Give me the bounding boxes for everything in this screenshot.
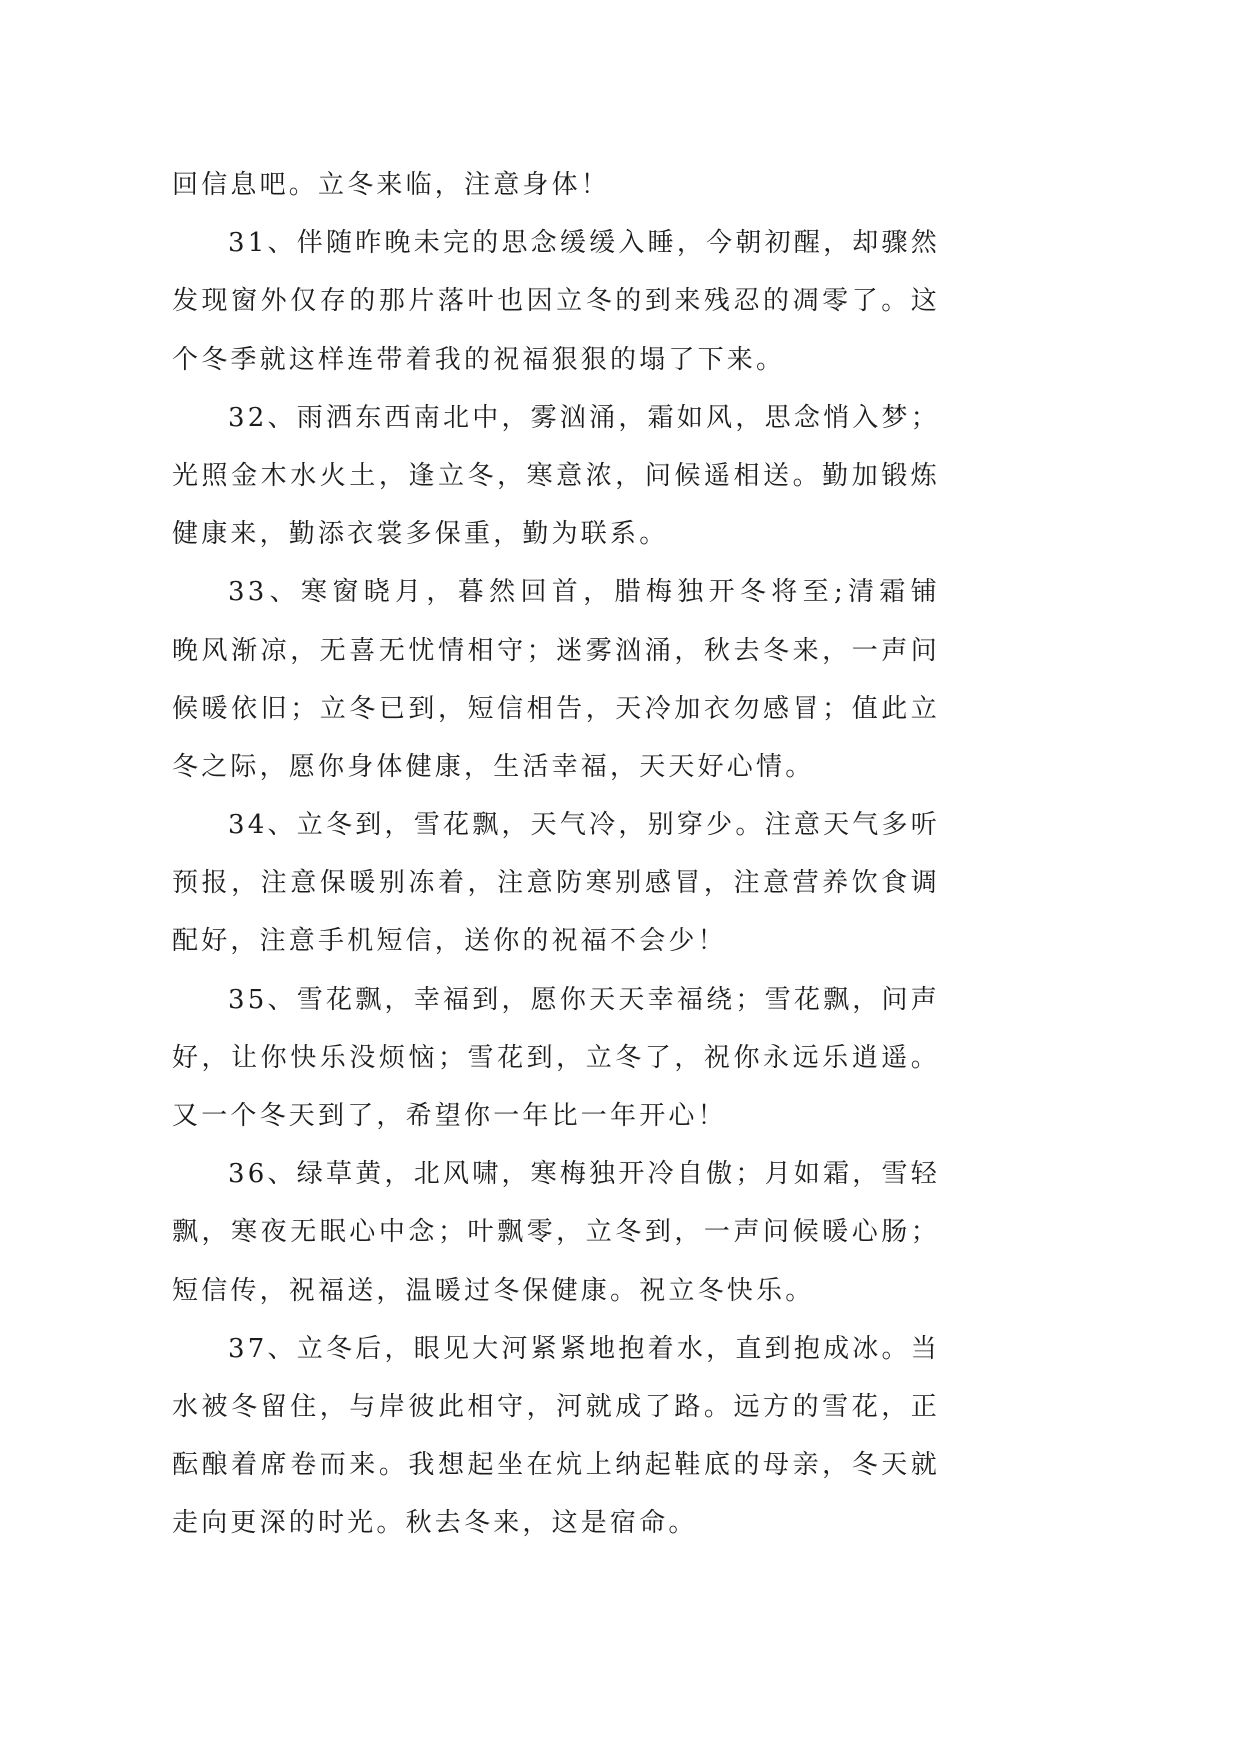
paragraph-line: 晚风渐凉，无喜无忧情相守；迷雾汹涌，秋去冬来，一声问	[172, 635, 940, 666]
paragraph-32	[172, 389, 940, 564]
paragraph-line: 32、雨洒东西南北中，雾汹涌，霜如风，思念悄入梦；	[228, 402, 940, 433]
paragraph-34	[172, 796, 940, 971]
paragraph-line: 光照金木水火土，逢立冬，寒意浓，问候遥相送。勤加锻炼	[172, 460, 940, 491]
paragraph-line: 36、绿草黄，北风啸，寒梅独开冷自傲；月如霜，雪轻	[228, 1159, 940, 1190]
paragraph-line: 31、伴随昨晚未完的思念缓缓入睡，今朝初醒，却骤然	[228, 228, 940, 259]
paragraph-line: 回信息吧。立冬来临，注意身体！	[172, 170, 611, 200]
paragraph-line: 个冬季就这样连带着我的祝福狠狠的塌了下来。	[172, 344, 786, 375]
paragraph-line: 酝酿着席卷而来。我想起坐在炕上纳起鞋底的母亲，冬天就	[172, 1450, 940, 1481]
paragraph-line: 好，让你快乐没烦恼；雪花到，立冬了，祝你永远乐逍遥。	[172, 1042, 940, 1073]
paragraph-33	[172, 563, 940, 796]
paragraph-line: 又一个冬天到了，希望你一年比一年开心！	[172, 1101, 727, 1131]
paragraph-line: 冬之际，愿你身体健康，生活幸福，天天好心情。	[172, 751, 815, 782]
paragraph-line: 33、寒窗晓月，暮然回首，腊梅独开冬将至;清霜铺	[228, 577, 940, 608]
paragraph-line: 35、雪花飘，幸福到，愿你天天幸福绕；雪花飘，问声	[228, 984, 940, 1015]
paragraph-line: 37、立冬后，眼见大河紧紧地抱着水，直到抱成冰。当	[228, 1333, 940, 1364]
paragraph-line: 预报，注意保暖别冻着，注意防寒别感冒，注意营养饮食调	[172, 868, 940, 899]
paragraph-line: 发现窗外仅存的那片落叶也因立冬的到来残忍的凋零了。这	[172, 286, 940, 317]
paragraph-line: 短信传，祝福送，温暖过冬保健康。祝立冬快乐。	[172, 1275, 815, 1306]
paragraph-continued	[172, 156, 940, 214]
paragraph-line: 健康来，勤添衣裳多保重，勤为联系。	[172, 519, 669, 550]
paragraph-line: 34、立冬到，雪花飘，天气冷，别穿少。注意天气多听	[228, 810, 940, 841]
body-text	[172, 156, 940, 1553]
paragraph-line: 候暖依旧；立冬已到，短信相告，天冷加衣勿感冒；值此立	[172, 693, 940, 724]
paragraph-line: 水被冬留住，与岸彼此相守，河就成了路。远方的雪花，正	[172, 1391, 940, 1422]
paragraph-36	[172, 1145, 940, 1320]
paragraph-line: 飘，寒夜无眠心中念；叶飘零，立冬到，一声问候暖心肠；	[172, 1217, 940, 1248]
paragraph-line: 走向更深的时光。秋去冬来，这是宿命。	[172, 1508, 698, 1539]
paragraph-line: 配好，注意手机短信，送你的祝福不会少！	[172, 926, 727, 957]
paragraph-31	[172, 214, 940, 389]
paragraph-37	[172, 1320, 940, 1553]
paragraph-35	[172, 971, 940, 1146]
